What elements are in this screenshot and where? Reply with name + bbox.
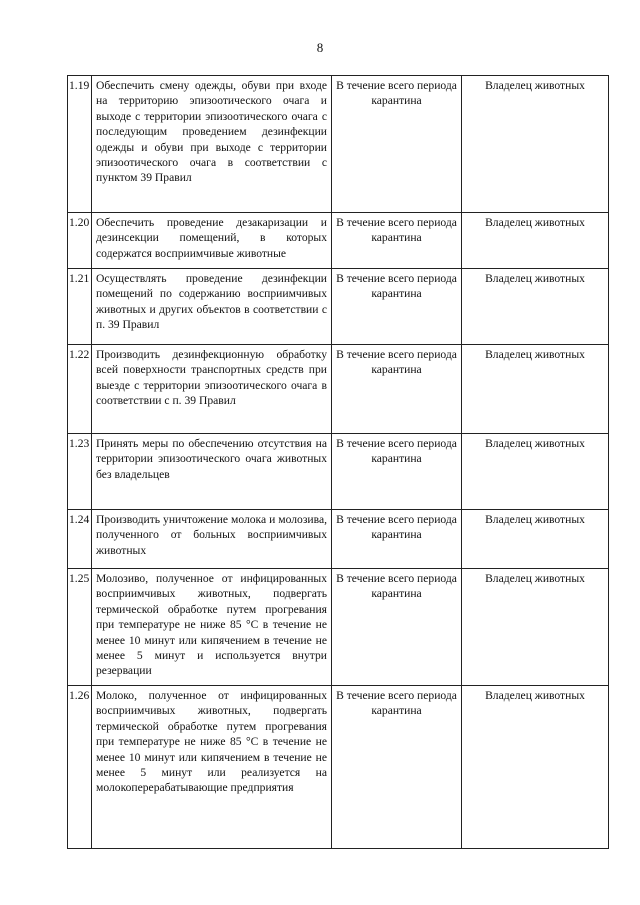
row-number: 1.23 (68, 434, 92, 510)
row-responsible: Владелец животных (462, 569, 609, 686)
row-action: Производить уничтожение молока и молозива, полученного от больных восприимчивых животных (92, 510, 332, 569)
row-responsible: Владелец животных (462, 213, 609, 269)
row-responsible: Владелец животных (462, 76, 609, 213)
row-responsible: Владелец животных (462, 434, 609, 510)
table-row (68, 269, 609, 345)
row-term: В течение всего периода карантина (332, 213, 462, 269)
row-term: В течение всего периода карантина (332, 569, 462, 686)
row-number: 1.25 (68, 569, 92, 686)
row-number: 1.20 (68, 213, 92, 269)
row-responsible: Владелец животных (462, 269, 609, 345)
row-term: В течение всего периода карантина (332, 510, 462, 569)
row-number: 1.19 (68, 76, 92, 213)
row-number: 1.22 (68, 345, 92, 434)
row-number: 1.21 (68, 269, 92, 345)
row-responsible: Владелец животных (462, 686, 609, 849)
page-number: 8 (316, 40, 324, 55)
row-responsible: Владелец животных (462, 345, 609, 434)
row-action: Молозиво, полученное от инфицированных восприимчивых животных, подвергать термической обработке путем прогревания при температуре не ниже 85 °С в течение не менее 10 минут или кипячением в течение не менее 5 минут и используется внутри резервации (92, 569, 332, 686)
row-action: Обеспечить проведение дезакаризации и дезинсекции помещений, в которых содержатся восприимчивые животные (92, 213, 332, 269)
row-term: В течение всего периода карантина (332, 434, 462, 510)
row-number: 1.24 (68, 510, 92, 569)
row-action: Принять меры по обеспечению отсутствия на территории эпизоотического очага животных без владельцев (92, 434, 332, 510)
row-number: 1.26 (68, 686, 92, 849)
table-row (68, 76, 609, 213)
row-action: Производить дезинфекционную обработку всей поверхности транспортных средств при выезде с территории эпизоотического очага в соответствии с п. 39 Правил (92, 345, 332, 434)
row-term: В течение всего периода карантина (332, 345, 462, 434)
measures-table (67, 75, 609, 849)
row-action: Обеспечить смену одежды, обуви при входе на территорию эпизоотического очага и выходе с территории эпизоотического очага с последующим проведением дезинфекции одежды и обуви при выходе с территории эпизоотического очага в соответствии с пунктом 39 Правил (92, 76, 332, 213)
table-row (68, 686, 609, 849)
table-row (68, 213, 609, 269)
row-responsible: Владелец животных (462, 510, 609, 569)
row-term: В течение всего периода карантина (332, 76, 462, 213)
row-term: В течение всего периода карантина (332, 269, 462, 345)
table-row (68, 510, 609, 569)
table-row (68, 345, 609, 434)
row-term: В течение всего периода карантина (332, 686, 462, 849)
row-action: Молоко, полученное от инфицированных восприимчивых животных, подвергать термической обработке путем прогревания при температуре не ниже 85 °С в течение не менее 10 минут или кипячением в течение не менее 5 минут или реализуется на молокоперерабатывающие предприятия (92, 686, 332, 849)
table-row (68, 569, 609, 686)
table-row (68, 434, 609, 510)
row-action: Осуществлять проведение дезинфекции помещений по содержанию восприимчивых животных и других объектов в соответствии с п. 39 Правил (92, 269, 332, 345)
